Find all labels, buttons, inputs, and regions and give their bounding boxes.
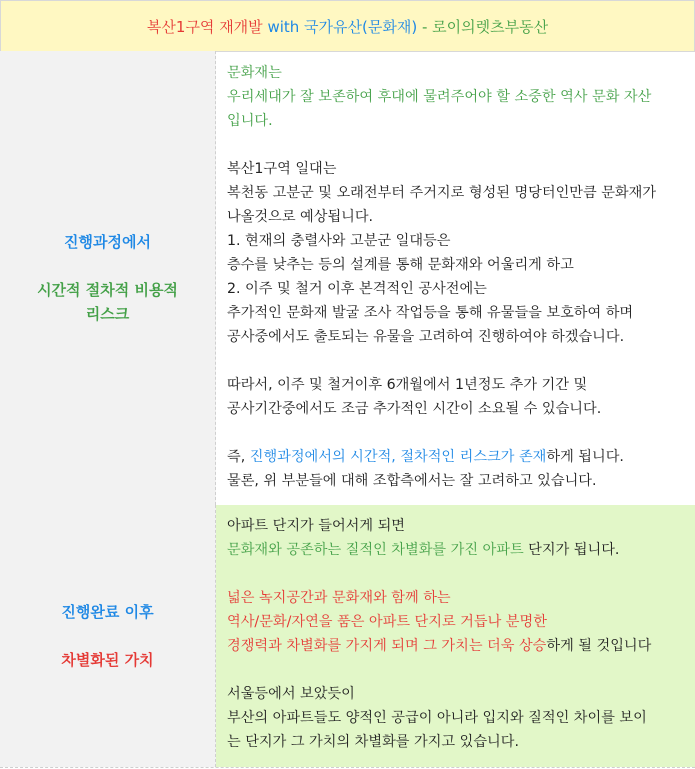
text-line: 아파트 단지가 들어서게 되면: [227, 518, 405, 534]
text-line: 복산1구역 일대는: [227, 161, 337, 177]
text-line: [227, 538, 695, 562]
title-author: - 로이의렛츠부동산: [421, 17, 549, 36]
text-line: [227, 445, 695, 469]
text-prefix: 즉,: [227, 449, 250, 465]
risk-label-line1: 진행과정에서: [64, 233, 151, 251]
text-highlight: 문화재와 공존하는 질적인 차별화를 가진 아파트: [227, 542, 524, 558]
text-line: 2. 이주 및 철거 이후 본격적인 공사전에는: [227, 281, 487, 297]
text-line: 입니다.: [227, 113, 273, 129]
text-line: [227, 634, 695, 658]
risk-row: [0, 51, 695, 505]
value-label-cell: [0, 505, 216, 767]
text-suffix: 하게 됩니다.: [546, 449, 624, 465]
text-line: 층수를 낮추는 등의 설계를 통해 문화재와 어울리게 하고: [227, 257, 574, 273]
value-content-cell: [216, 505, 695, 767]
text-line: 역사/문화/자연을 품은 아파트 단지로 거듭나 분명한: [227, 614, 547, 630]
value-label-line2: 차별화된 가치: [61, 651, 154, 669]
text-line: 문화재는: [227, 65, 282, 81]
text-line: 추가적인 문화재 발굴 조사 작업등을 통해 유물들을 보호하여 하며: [227, 305, 634, 321]
risk-label-line2: 시간적 절차적 비용적: [37, 281, 178, 299]
title-bar: [0, 0, 695, 52]
value-row: [0, 505, 695, 767]
title-project: 복산1구역 재개발: [146, 17, 263, 36]
text-suffix: 하게 될 것입니다: [546, 638, 652, 654]
text-line: 복천동 고분군 및 오래전부터 주거지로 형성된 명당터인만큼 문화재가: [227, 185, 657, 201]
title-heritage: with 국가유산(문화재): [267, 17, 418, 36]
text-line: 공사기간중에서도 조금 추가적인 시간이 소요될 수 있습니다.: [227, 401, 602, 417]
text-line: 따라서, 이주 및 철거이후 6개월에서 1년정도 추가 기간 및: [227, 377, 588, 393]
text-line: 공사중에서도 출토되는 유물을 고려하여 진행하여야 하겠습니다.: [227, 329, 625, 345]
text-suffix: 단지가 됩니다.: [523, 542, 620, 558]
text-line: 부산의 아파트들도 양적인 공급이 아니라 입지와 질적인 차이를 보이: [227, 710, 647, 726]
value-label-line1: 진행완료 이후: [61, 603, 154, 621]
text-line: 1. 현재의 충렬사와 고분군 일대등은: [227, 233, 451, 249]
text-line: 우리세대가 잘 보존하여 후대에 물려주어야 할 소중한 역사 문화 자산: [227, 89, 652, 105]
table-bottom-border: [0, 767, 695, 768]
text-highlight: 경쟁력과 차별화를 가지게 되며 그 가치는 더욱 상승: [227, 638, 547, 654]
text-highlight: 진행과정에서의 시간적, 절차적인 리스크가 존재: [249, 449, 547, 465]
text-line: 는 단지가 그 가치의 차별화를 가지고 있습니다.: [227, 734, 519, 750]
text-line: 넓은 녹지공간과 문화재와 함께 하는: [227, 590, 451, 606]
text-line: 나올것으로 예상됩니다.: [227, 209, 374, 225]
risk-label-line3: 리스크: [85, 305, 130, 323]
text-line: 물론, 위 부분들에 대해 조합측에서는 잘 고려하고 있습니다.: [227, 473, 597, 489]
risk-content-cell: [216, 51, 695, 505]
text-line: 서울등에서 보았듯이: [227, 686, 355, 702]
risk-label-cell: [0, 51, 216, 505]
